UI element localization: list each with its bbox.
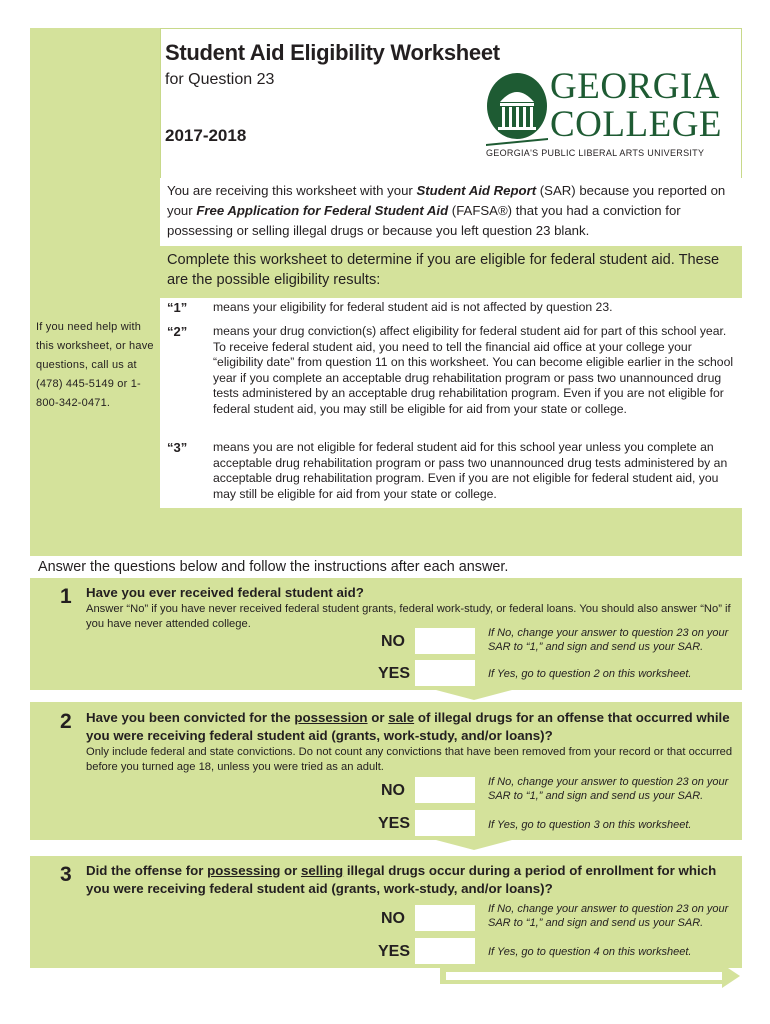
- question-number: 2: [60, 710, 72, 733]
- yes-instruction: If Yes, go to question 2 on this worksheet.: [488, 668, 692, 680]
- question-text-part: of illegal drugs for an offense that occurred while you were receiving federal student aid (grants, work-study, and/or loans)?: [86, 710, 730, 743]
- question-note: Answer “No” if you have never received federal student grants, federal work-study, or federal loans. You should also answer “No” if you have never attended college.: [86, 603, 731, 630]
- no-label: NO: [381, 633, 405, 650]
- question-text-part: Have you been convicted for the: [86, 710, 295, 725]
- question-text-part: or: [280, 863, 302, 878]
- question-text: [86, 862, 736, 898]
- yes-label: YES: [378, 815, 411, 832]
- q3-yes-box[interactable]: [415, 938, 475, 964]
- award-year: 2017-2018: [165, 126, 247, 145]
- arrow-down-icon: [436, 840, 512, 850]
- question-note: Only include federal and state convictions. Do not count any convictions that have been removed from your record or that occurred before you turned age 18, unless you were tried as an adult.: [86, 746, 733, 773]
- question-text: Have you ever received federal student aid?: [86, 585, 364, 600]
- q1-yes-box[interactable]: [415, 660, 475, 686]
- page-title: Student Aid Eligibility Worksheet: [165, 40, 500, 65]
- intro-fafsa-emphasis: Free Application for Federal Student Aid: [196, 203, 449, 218]
- q1-no-box[interactable]: [415, 628, 475, 654]
- rotunda-icon: [486, 72, 548, 146]
- result-desc-2: means your drug conviction(s) affect eligibility for federal student aid for part of this school year. To receive federal student aid, you need to tell the financial aid office at your college your “eligibility date” from question 11 on this worksheet. You can become eligible earlier in the school year if you complete an acceptable drug rehabilitation program or pass two unannounced drug tests administered by an acceptable drug rehabilitation program. Even if you are not eligible for federal student aid, you may still be eligible for aid from your state or college.: [213, 324, 734, 416]
- left-sidebar-band: [30, 28, 160, 556]
- intro-text: You are receiving this worksheet with your: [167, 183, 417, 198]
- q2-no-box[interactable]: [415, 777, 475, 803]
- results-bottom-band: [30, 508, 742, 556]
- help-contact-text: If you need help with this worksheet, or have questions, call us at (478) 445-5149 or 1-800-342-0471.: [36, 321, 154, 409]
- yes-label: YES: [378, 943, 411, 960]
- arrow-right-inner: [446, 972, 722, 980]
- logo-word-college: COLLEGE: [550, 104, 723, 145]
- question-text-underlined: selling: [301, 863, 344, 878]
- result-code-3: “3”: [167, 440, 188, 455]
- arrow-right-icon: [722, 964, 740, 988]
- question-text-part: illegal drugs occur during a period of enrollment for which you were receiving federal student aid (grants, work-study, and/or loans)?: [86, 863, 717, 896]
- answer-instructions-heading: Answer the questions below and follow the instructions after each answer.: [38, 559, 509, 575]
- result-code-1: “1”: [167, 300, 188, 315]
- yes-label: YES: [378, 665, 411, 682]
- intro-text: (SAR) because you reported on your: [167, 183, 726, 218]
- intro-paragraph: [167, 181, 737, 241]
- q2-yes-box[interactable]: [415, 810, 475, 836]
- no-instruction: If No, change your answer to question 23 on your SAR to “1,” and sign and send us your SAR.: [488, 903, 729, 929]
- page-subtitle: for Question 23: [165, 71, 275, 88]
- yes-instruction: If Yes, go to question 3 on this worksheet.: [488, 819, 692, 831]
- arrow-down-icon: [436, 690, 512, 700]
- no-label: NO: [381, 782, 405, 799]
- question-number: 1: [60, 585, 72, 608]
- yes-instruction: If Yes, go to question 4 on this worksheet.: [488, 946, 692, 958]
- question-number: 3: [60, 863, 72, 886]
- question-text-underlined: sale: [388, 710, 415, 725]
- result-desc-3: means you are not eligible for federal student aid for this school year unless you complete an acceptable drug rehabilitation program or pass two unannounced drug tests administered by an acceptable drug rehabilitation program. Even if you are not eligible for federal student aid, you may still be eligible for aid from your state or college.: [213, 440, 728, 501]
- logo-tagline: GEORGIA'S PUBLIC LIBERAL ARTS UNIVERSITY: [486, 148, 705, 158]
- question-text-part: or: [367, 710, 389, 725]
- intro-sar-emphasis: Student Aid Report: [416, 183, 537, 198]
- logo-word-georgia: GEORGIA: [550, 66, 720, 107]
- results-heading: Complete this worksheet to determine if you are eligible for federal student aid. These are the possible eligibility results:: [167, 252, 720, 288]
- no-label: NO: [381, 910, 405, 927]
- question-text-part: Did the offense for: [86, 863, 208, 878]
- result-desc-1: means your eligibility for federal student aid is not affected by question 23.: [213, 300, 613, 314]
- intro-text: (FAFSA®) that you had a conviction for possessing or selling illegal drugs or because you left question 23 blank.: [167, 203, 681, 238]
- q3-no-box[interactable]: [415, 905, 475, 931]
- question-text: [86, 709, 736, 745]
- question-text-underlined: possessing: [207, 863, 281, 878]
- no-instruction: If No, change your answer to question 23 on your SAR to “1,” and sign and send us your SAR.: [488, 776, 729, 802]
- question-text-underlined: possession: [294, 710, 368, 725]
- no-instruction: If No, change your answer to question 23 on your SAR to “1,” and sign and send us your SAR.: [488, 627, 729, 653]
- result-code-2: “2”: [167, 324, 188, 339]
- georgia-college-logo: [478, 66, 723, 160]
